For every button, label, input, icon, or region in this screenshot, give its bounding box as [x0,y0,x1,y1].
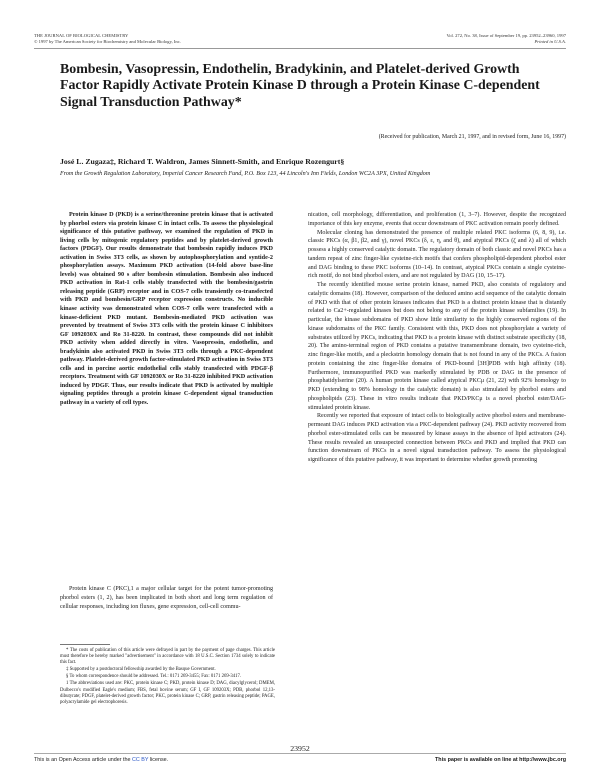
oa-suffix: license. [149,757,169,763]
body-paragraph-1: nication, cell morphology, differentiation, and proliferation (1, 3–7). However, despite the recognized importance of this key enzyme, events that occur downstream of PKC activation remain poorly defined. [308,212,566,227]
author-list: José L. Zugaza‡, Richard T. Waldron, James Sinnett-Smith, and Enrique Rozengurt§ [60,157,345,166]
volume-line: Vol. 272, No. 38, Issue of September 19, pp. 23952–23960, 1997 [446,33,566,38]
printed-line: Printed in U.S.A. [534,39,566,45]
right-column [308,211,566,465]
body-paragraph-4: Recently we reported that exposure of intact cells to biologically active phorbol esters and membrane-permeant DAG induces PKD activation via a PKC-dependent pathway (24). PKD activity recovered from phorbol ester-stimulated cells can be measured by kinase assays in the absence of lipid activators (24). These results revealed an unsuspected connection between PKCs and PKD and implied that PKD can function downstream of PKCs in a novel signal transduction pathway. To assess the physiological significance of this putative pathway, it was important to determine whether growth promoting [308,413,566,463]
intro-paragraph: Protein kinase C (PKC),1 a major cellular target for the potent tumor-promoting phorbol esters (1, 2), has been implicated in both short and long term regulation of cellular responses, including ion fluxes, gene expression, cell-cell commu- [60,586,273,610]
header-divider [34,48,566,49]
page-number: 23952 [290,744,310,753]
intro-left-column [60,585,273,611]
footnote-fellowship: ‡ Supported by a postdoctoral fellowship awarded by the Basque Government. [66,667,216,673]
license-link[interactable]: CC BY [131,757,149,763]
footnote-correspondence: § To whom correspondence should be addressed. Tel.: 0171 269-3455; Fax: 0171 269-3417. [66,674,242,680]
abstract-text: Protein kinase D (PKD) is a serine/threonine protein kinase that is activated by phorbol esters via protein kinase C in intact cells. To assess the physiological significance of this putative pathway, we examined the regulation of PKD in living cells by mitogenic regulatory peptides and by platelet-derived growth factors (PDGF). Our results demonstrate that bombesin rapidly induces PKD activation in Swiss 3T3 cells, as shown by autophosphorylation and syntide-2 phosphorylation assays. Maximum PKD activation (14-fold above base-line levels) was obtained 90 s after bombesin stimulation. Bombesin also induced PKD activation in Rat-1 cells stably transfected with the bombesin/gastrin releasing peptide (GRP) receptor and in COS-7 cells transiently co-transfected with PKD and bombesin/GRP receptor expression constructs. No inducible kinase activity was demonstrated when COS-7 cells were transfected with a kinase-deficient PKD mutant. Bombesin-mediated PKD activation was prevented by treatment of Swiss 3T3 cells with the protein kinase C inhibitors GF 1092030X and Ro 31-8220. In contrast, these compounds did not inhibit PKD activity when added directly in vitro. Vasopressin, endothelin, and bradykinin also activated PKD in Swiss 3T3 cells through a PKC-dependent pathway. Platelet-derived growth factor-stimulated PKD activation in Swiss 3T3 cells and in porcine aortic endothelial cells stably transfected with PDGF-β receptors. Treatment with GF 1092030X or Ro 31-8220 inhibited PKD activation induced by PDGF. Thus, our results indicate that PKD is activated by multiple signaling peptides through a protein kinase C-dependent signal transduction pathway in a variety of cell types. [60,211,273,407]
article-title: Bombesin, Vasopressin, Endothelin, Bradykinin, and Platelet-derived Growth Factor Rapidly Activate Protein Kinase D through a Protein Kinase C-dependent Signal Transduction Pathway* [60,62,540,110]
journal-name: THE JOURNAL OF BIOLOGICAL CHEMISTRY [34,33,129,38]
journal-header [34,33,181,45]
open-access-notice [34,757,168,763]
footnote-divider [60,644,110,645]
abstract [60,211,273,408]
footnote-cost: * The costs of publication of this article were defrayed in part by the payment of page charges. This article must therefore be hereby marked "advertisement" in accordance with 18 U.S.C. Section 1734 solely to indicate this fact. [60,648,275,666]
received-date: (Received for publication, March 21, 1997, and in revised form, June 16, 1997) [378,134,566,140]
body-paragraph-3: The recently identified mouse serine protein kinase, named PKD, also consists of regulatory and catalytic domains (18). However, comparison of the deduced amino acid sequence of the catalytic domain of PKD with that of other protein kinases indicates that PKD is a distinct protein kinase that is distantly related to Ca2+-regulated kinases but does not belong to any of the protein kinase subfamilies (19). In particular, the kinase subdomains of PKD show little similarity to the highly conserved regions of the kinase subdomains of the PKC family. Consistent with this, PKD does not phosphorylate a variety of substrates utilized by PKCs, indicating that PKD is a protein kinase with distinct substrate specificity (18, 20). The amino-terminal region of PKD contains a putative transmembrane domain, two cysteine-rich, zinc finger-like motifs, and a pleckstrin homology domain that is not found in any of the PKCs. A fusion protein containing the zinc finger-like domains of PKD-bound [3H]PDB with high affinity (18). Furthermore, immunopurified PKD was markedly stimulated by PDB or DAG in the presence of phosphatidylserine (20). A human protein kinase called atypical PKCμ (21, 22) with 92% homology to PKD (extending to 98% homology in the catalytic domain) is also stimulated by phorbol esters and phospholipids (23). These in vitro results indicate that PKD/PKCμ is a novel phorbol ester/DAG-stimulated protein kinase. [308,282,566,411]
copyright-line: © 1997 by The American Society for Biochemistry and Molecular Biology, Inc. [34,39,181,45]
footnotes [60,648,275,707]
online-availability: This paper is available on line at http://www.jbc.org [435,757,566,763]
footer-divider [34,753,566,754]
issue-header [447,33,566,45]
oa-prefix: This is an Open Access article under the [34,757,131,763]
body-paragraph-2: Molecular cloning has demonstrated the presence of multiple related PKC isoforms (6, 8, 9), i.e. classic PKCs (α, β1, β2, and γ), novel PKCs (δ, ε, η, and θ), and atypical PKCs (ζ and λ) all of which possess a highly conserved catalytic domain. The regulatory domain of both classic and novel PKCs has a tandem repeat of zinc finger-like cysteine-rich motifs that confers phospholipid-dependent phorbol ester and DAG binding to these PKC isoforms (10–14). In contrast, atypical PKCs contain a single cysteine-rich motif, do not bind phorbol esters, and are not regulated by DAG (10, 15–17). [308,229,566,280]
affiliation: From the Growth Regulation Laboratory, Imperial Cancer Research Fund, P.O. Box 123, 44 Lincoln's Inn Fields, London WC2A 3PX, United Kingdom [60,171,431,177]
footnote-abbreviations: 1 The abbreviations used are: PKC, protein kinase C; PKD, protein kinase D; DAG, diacylglycerol; DMEM, Dulbecco's modified Eagle's medium; FBS, fetal bovine serum; GF I, GF 109203X; PDB, phorbol 12,13-dibutyrate; PDGF, platelet-derived growth factor; PKC, protein kinase C; GRP, gastrin releasing peptide; PAGE, polyacrylamide gel electrophoresis. [60,681,275,706]
